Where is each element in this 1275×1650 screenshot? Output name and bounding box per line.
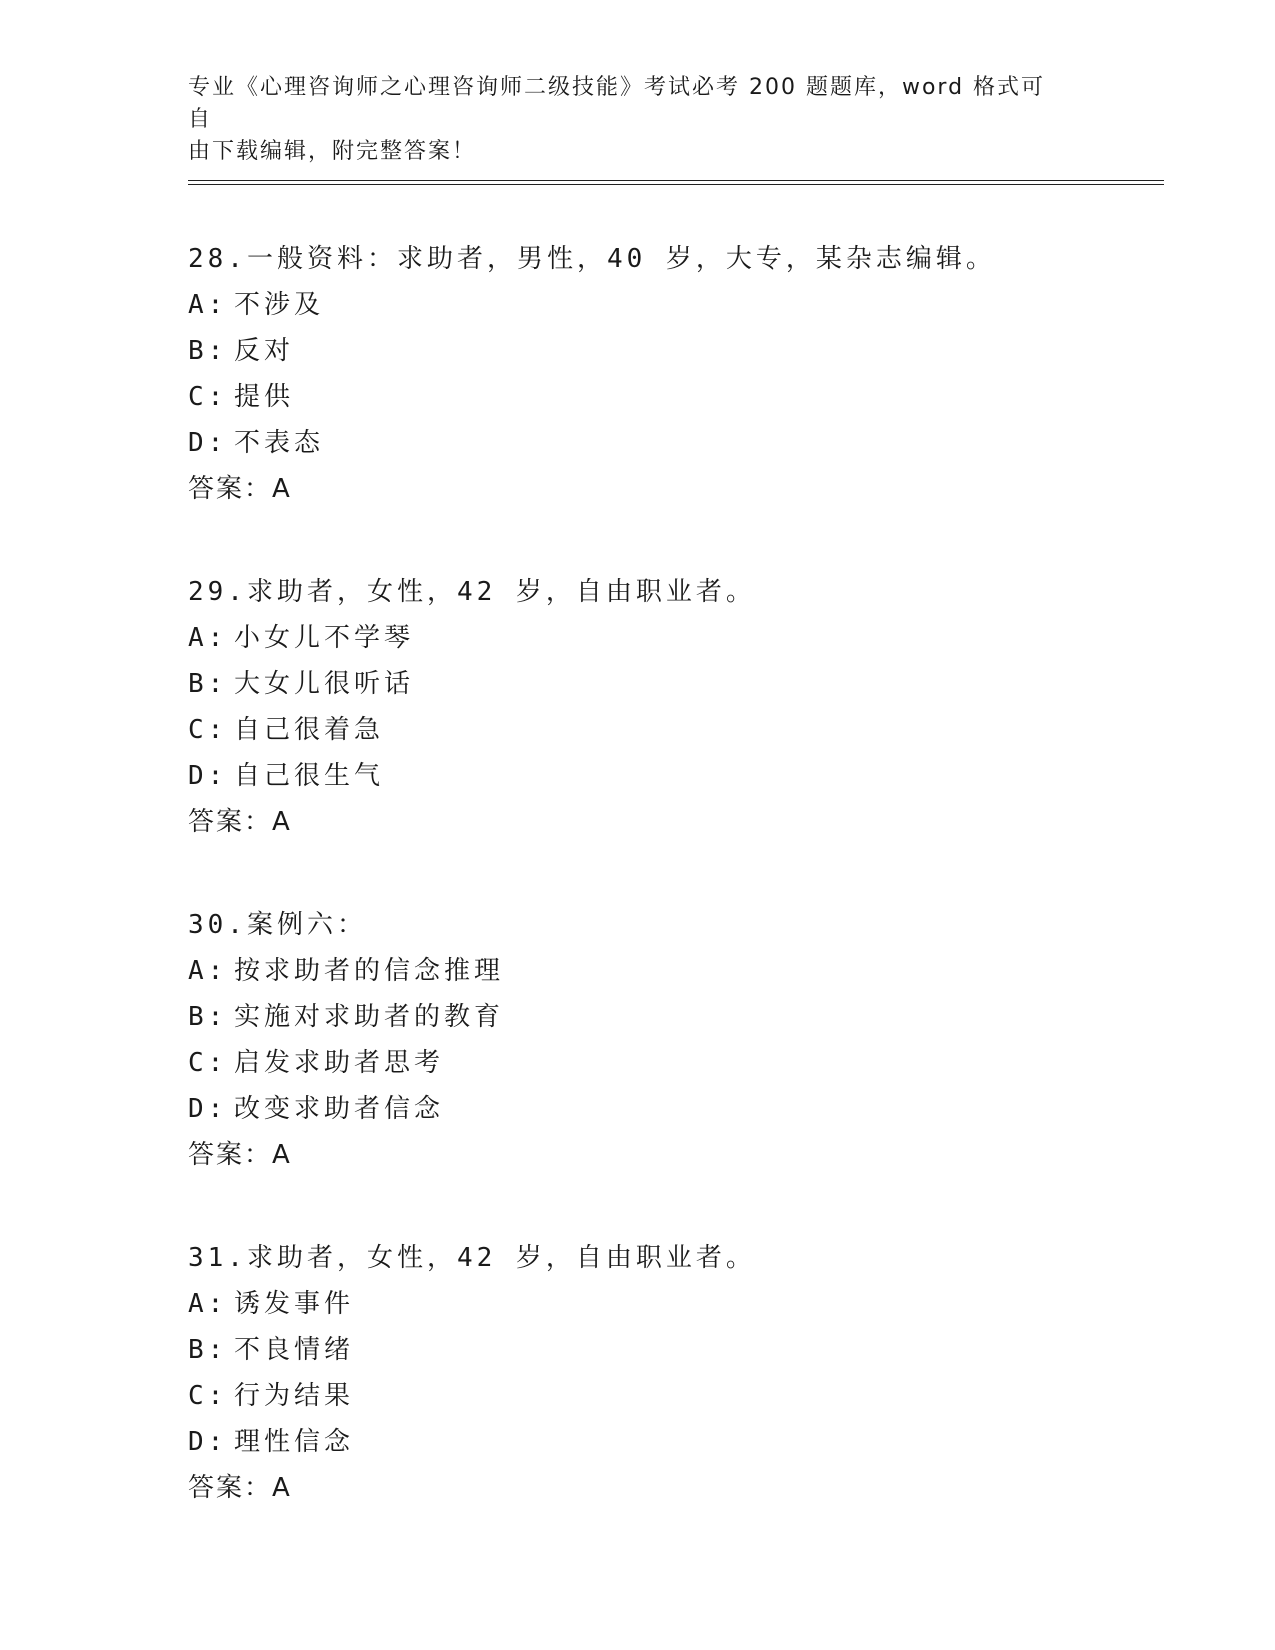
- option-key: B:: [188, 669, 228, 699]
- header-line-1: 专业《心理咨询师之心理咨询师二级技能》考试必考 200 题题库，word 格式可自: [188, 75, 1046, 132]
- question-stem: 30.案例六：: [188, 910, 367, 940]
- option-b: [188, 1327, 1164, 1373]
- question-30: [188, 902, 1164, 1178]
- option-key: B:: [188, 1002, 228, 1032]
- question-stem: 31.求助者，女性，42 岁，自由职业者。: [188, 1243, 756, 1273]
- option-key: D:: [188, 761, 228, 791]
- option-text: 诱发事件: [234, 1289, 355, 1319]
- option-text: 按求助者的信念推理: [234, 956, 505, 986]
- option-key: D:: [188, 428, 228, 458]
- option-text: 反对: [234, 336, 295, 366]
- option-text: 小女儿不学琴: [234, 623, 415, 653]
- option-text: 提供: [234, 382, 295, 412]
- header-double-rule: [188, 180, 1164, 185]
- answer-line: 答案：A: [188, 1473, 292, 1503]
- option-text: 理性信念: [234, 1427, 355, 1457]
- option-text: 不良情绪: [234, 1335, 355, 1365]
- option-b: [188, 328, 1164, 374]
- option-c: [188, 1040, 1164, 1086]
- option-d: [188, 420, 1164, 466]
- option-key: B:: [188, 1335, 228, 1365]
- option-c: [188, 1373, 1164, 1419]
- option-key: D:: [188, 1094, 228, 1124]
- option-key: C:: [188, 382, 228, 412]
- option-key: C:: [188, 715, 228, 745]
- question-stem: 29.求助者，女性，42 岁，自由职业者。: [188, 577, 756, 607]
- option-a: [188, 1281, 1164, 1327]
- option-d: [188, 1419, 1164, 1465]
- option-key: C:: [188, 1381, 228, 1411]
- question-28: [188, 236, 1164, 512]
- option-key: A:: [188, 290, 228, 320]
- option-d: [188, 1086, 1164, 1132]
- option-key: C:: [188, 1048, 228, 1078]
- option-key: A:: [188, 1289, 228, 1319]
- option-key: B:: [188, 336, 228, 366]
- option-a: [188, 948, 1164, 994]
- question-stem: 28.一般资料：求助者，男性，40 岁，大专，某杂志编辑。: [188, 244, 996, 274]
- option-b: [188, 994, 1164, 1040]
- option-text: 实施对求助者的教育: [234, 1002, 505, 1032]
- option-c: [188, 707, 1164, 753]
- option-text: 不涉及: [234, 290, 325, 320]
- option-text: 不表态: [234, 428, 325, 458]
- option-text: 自己很着急: [234, 715, 385, 745]
- question-list: [188, 236, 1164, 1568]
- option-text: 改变求助者信念: [234, 1094, 445, 1124]
- question-31: [188, 1235, 1164, 1511]
- option-key: D:: [188, 1427, 228, 1457]
- option-text: 行为结果: [234, 1381, 355, 1411]
- option-text: 启发求助者思考: [234, 1048, 445, 1078]
- option-key: A:: [188, 623, 228, 653]
- option-c: [188, 374, 1164, 420]
- option-text: 大女儿很听话: [234, 669, 415, 699]
- answer-line: 答案：A: [188, 1140, 292, 1170]
- question-29: [188, 569, 1164, 845]
- answer-line: 答案：A: [188, 807, 292, 837]
- option-a: [188, 282, 1164, 328]
- option-d: [188, 753, 1164, 799]
- option-b: [188, 661, 1164, 707]
- document-header: [188, 72, 1068, 168]
- option-key: A:: [188, 956, 228, 986]
- option-a: [188, 615, 1164, 661]
- header-line-2: 由下载编辑，附完整答案！: [188, 139, 477, 164]
- answer-line: 答案：A: [188, 474, 292, 504]
- option-text: 自己很生气: [234, 761, 385, 791]
